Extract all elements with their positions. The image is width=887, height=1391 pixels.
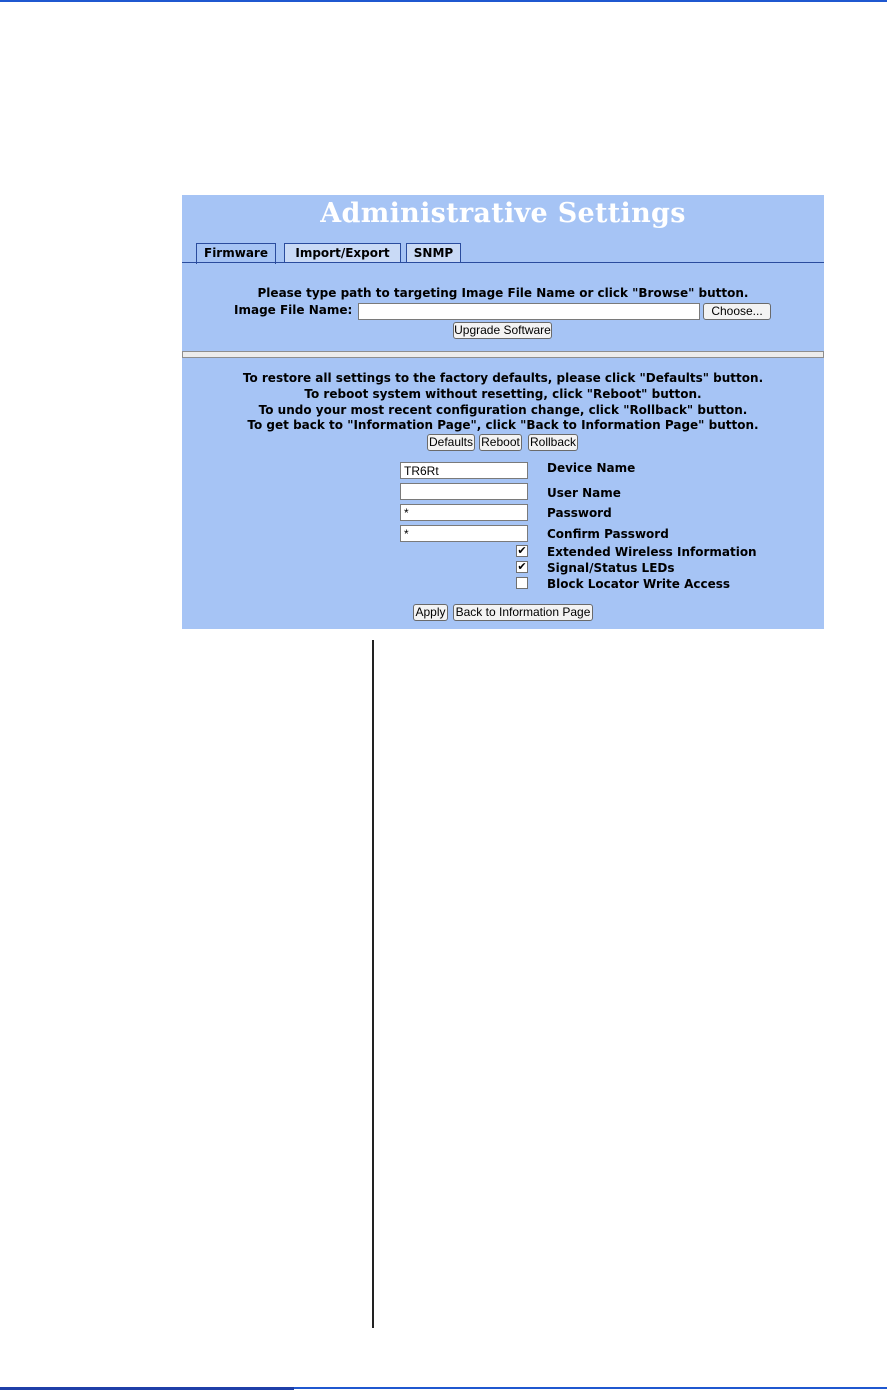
page-top-rule [0, 0, 887, 2]
extended-wireless-checkbox[interactable]: ✔ [517, 544, 527, 557]
confirm-password-input[interactable] [400, 525, 528, 542]
user-name-label: User Name [547, 486, 621, 500]
system-line-reboot: To reboot system without resetting, click "Reboot" button. [304, 387, 702, 401]
section-divider [182, 351, 824, 358]
password-label: Password [547, 506, 612, 520]
password-input[interactable] [400, 504, 528, 521]
signal-leds-label: Signal/Status LEDs [547, 561, 675, 575]
image-file-input[interactable] [358, 303, 700, 320]
admin-settings-panel [182, 195, 824, 629]
defaults-button[interactable]: Defaults [428, 435, 474, 449]
choose-button[interactable]: Choose... [703, 303, 771, 320]
tab-import-export[interactable]: Import/Export [284, 243, 401, 263]
device-name-label: Device Name [547, 461, 636, 475]
system-line-defaults: To restore all settings to the factory defaults, please click "Defaults" button. [242, 371, 764, 385]
page-title: Administrative Settings [320, 198, 686, 229]
reboot-button[interactable]: Reboot [479, 434, 522, 451]
firmware-instruction: Please type path to targeting Image File Name or click "Browse" button. [257, 286, 749, 300]
apply-button[interactable]: Apply [413, 604, 448, 621]
block-locator-label: Block Locator Write Access [547, 577, 730, 591]
rollback-button[interactable]: Rollback [529, 435, 577, 449]
block-locator-checkbox[interactable] [516, 577, 528, 589]
image-file-label: Image File Name: [234, 303, 353, 317]
tab-underline [182, 262, 824, 263]
back-to-information-button[interactable]: Back to Information Page [453, 604, 593, 621]
system-line-back: To get back to "Information Page", click "Back to Information Page" button. [247, 418, 759, 432]
upgrade-software-button[interactable]: Upgrade Software [454, 323, 551, 337]
confirm-password-label: Confirm Password [547, 527, 669, 541]
page-bottom-rule-accent [0, 1387, 294, 1390]
system-line-rollback: To undo your most recent configuration change, click "Rollback" button. [258, 403, 748, 417]
device-name-input[interactable] [400, 462, 528, 479]
signal-leds-checkbox[interactable]: ✔ [517, 560, 527, 573]
column-divider-line [372, 640, 374, 1328]
tab-firmware[interactable]: Firmware [196, 243, 276, 264]
user-name-input[interactable] [400, 483, 528, 500]
extended-wireless-label: Extended Wireless Information [547, 545, 757, 559]
tab-snmp[interactable]: SNMP [406, 243, 461, 263]
